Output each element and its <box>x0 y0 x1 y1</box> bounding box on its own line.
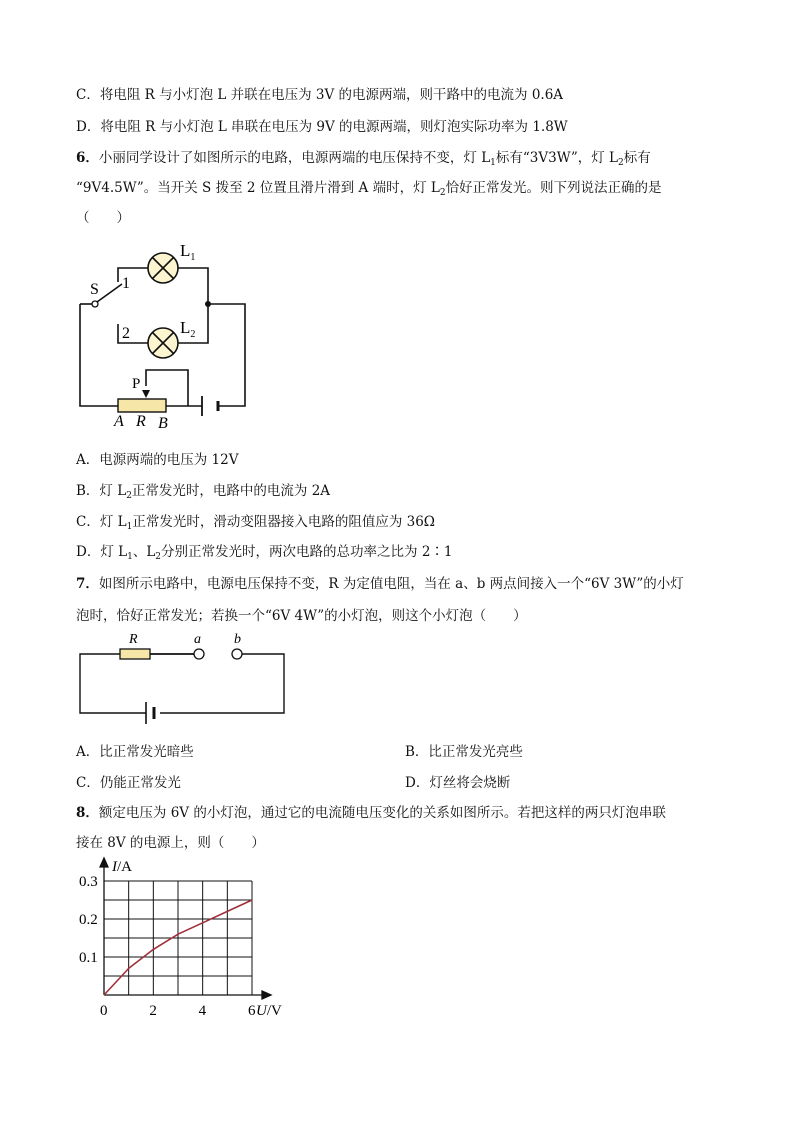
q7-stem-line2: 泡时，恰好正常发光；若换一个“6V 4W”的小灯泡，则这个小灯泡（ ） <box>76 608 527 624</box>
q6-stem-line2: “9V4.5W”。当开关 S 拨至 2 位置且滑片滑到 A 端时，灯 $L_2$恰好正常发光。则下列说法正确的是 <box>76 180 662 198</box>
y-tick-label: 0.2 <box>79 912 98 928</box>
y-tick-label: 0.1 <box>79 950 98 966</box>
label-r: R <box>136 413 146 430</box>
q6-option-a: A．电源两端的电压为 12V <box>76 452 239 468</box>
junction-dot <box>205 301 211 307</box>
switch-pivot <box>92 301 98 307</box>
battery-icon <box>146 702 154 724</box>
q8-stem-line2: 接在 8V 的电源上，则（ ） <box>76 835 265 851</box>
q6-stem-line1: 6．小丽同学设计了如图所示的电路，电源两端的电压保持不变，灯 $L_1$标有“3V3W”，灯 $L_2$标有 <box>76 150 651 168</box>
q6-option-c: C．灯 $L_1$正常发光时，滑动变阻器接入电路的阻值应为 36Ω <box>76 514 435 532</box>
label-b: B <box>158 415 168 432</box>
q7-option-b: B．比正常发光亮些 <box>405 744 523 760</box>
label-pos1: 1 <box>122 275 130 292</box>
q6-option-d: D．灯 $L_1$、$L_2$分别正常发光时，两次电路的总功率之比为 2∶1 <box>76 544 453 562</box>
lamp-l1-icon <box>148 253 178 283</box>
label-l1: $L_1$ <box>180 241 196 263</box>
label-a: A <box>114 413 124 430</box>
label-l2: $L_2$ <box>180 318 196 340</box>
q6-circuit-diagram <box>70 238 260 433</box>
iu-graph-chart <box>76 855 296 1025</box>
q6-answer-paren: （ ） <box>76 210 130 226</box>
label-a: a <box>194 632 201 647</box>
label-p: P <box>132 376 141 392</box>
label-r: R <box>129 632 138 647</box>
q7-option-c: C．仍能正常发光 <box>76 775 181 791</box>
x-tick-label: 6 <box>248 1003 256 1019</box>
q7-circuit-diagram <box>76 632 288 724</box>
q6-option-b: B．灯 $L_2$正常发光时，电路中的电流为 2A <box>76 483 331 501</box>
rheostat-icon <box>118 399 166 412</box>
x-tick-label: 4 <box>198 1003 207 1019</box>
y-axis-arrow-icon <box>100 858 108 867</box>
terminal-a <box>194 649 204 659</box>
x-axis-arrow-icon <box>262 991 271 999</box>
slider-arrow-icon <box>142 390 150 398</box>
battery-icon <box>202 396 218 416</box>
x-axis-label: U/V <box>256 1003 282 1019</box>
resistor-r-icon <box>120 649 150 659</box>
q8-stem-line1: 8．额定电压为 6V 的小灯泡，通过它的电流随电压变化的关系如图所示。若把这样的两只灯泡串联 <box>76 805 666 821</box>
lamp-l2-icon <box>148 328 178 358</box>
x-tick-label: 0 <box>100 1003 108 1019</box>
terminal-b <box>232 649 242 659</box>
q5-option-c: C．将电阻 R 与小灯泡 L 并联在电压为 3V 的电源两端，则干路中的电流为 0.6A <box>76 87 564 103</box>
y-axis-label: I/A <box>112 859 132 875</box>
q7-stem-line1: 7．如图所示电路中，电源电压保持不变，R 为定值电阻，当在 a、b 两点间接入一个“6V 3W”的小灯 <box>76 576 684 592</box>
q7-option-a: A．比正常发光暗些 <box>76 744 194 760</box>
label-pos2: 2 <box>122 325 130 342</box>
x-tick-label: 2 <box>149 1003 157 1019</box>
label-s: S <box>90 281 99 298</box>
q5-option-d: D．将电阻 R 与小灯泡 L 串联在电压为 9V 的电源两端，则灯泡实际功率为 1.8W <box>76 119 568 135</box>
y-tick-label: 0.3 <box>79 874 98 890</box>
label-b: b <box>234 632 241 647</box>
q7-option-d: D．灯丝将会烧断 <box>405 775 511 791</box>
